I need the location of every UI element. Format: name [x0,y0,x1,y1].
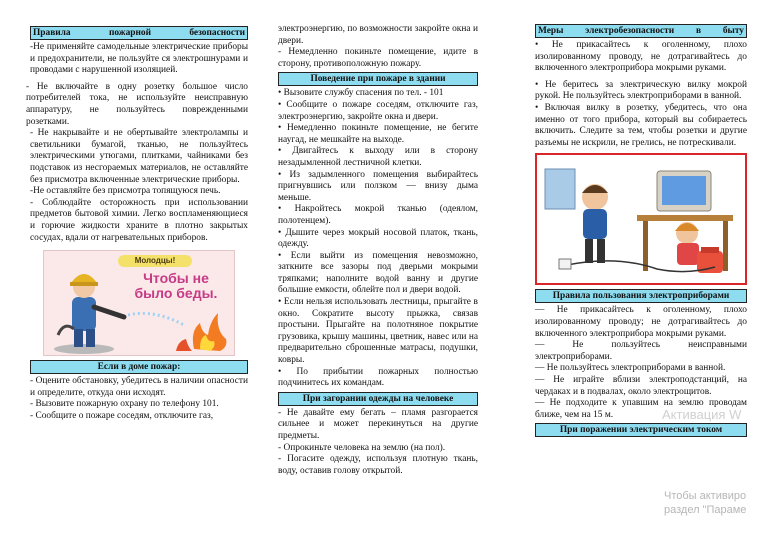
firefighter-illustration [43,250,235,356]
heading-electric-shock: При поражении электрическим током [535,423,747,437]
rule-item: — Не подходите к упавшим на землю проводам ближе, чем на 15 м. [535,398,747,420]
paragraph: - Не давайте ему бегать – пламя разгорается сильнее и может перекинуться на другие предметы. [278,407,478,441]
bullet-item: • Дышите через мокрый носовой платок, ткань, одежду. [278,227,478,250]
heading-if-fire-at-home: Если в доме пожар: [30,360,248,374]
heading-fire-safety-rules: Правила пожарной безопасности [30,26,248,40]
rule-item: — Не пользуйтесь электроприборами в ванной. [535,363,726,374]
bullet-item: • Вызовите службу спасения по тел. - 101 [278,88,444,99]
bullet-item: • Не прикасайтесь к оголенному, плохо изолированному проводу, не дотрагивайтесь до включенного электроприбора мокрыми руками. [535,40,747,74]
paragraph: - Не накрывайте и не обертывайте электролампы и светильники бумагой, тканью, не пользуйтесь электрическими утюгами, плитками, чайниками без подставок из несгораемых материалов, не оставляйте без присмотра включенные электрические приборы. [30,128,248,185]
watermark-line-3: раздел "Параме [664,504,747,516]
bullet-item: • Если нельзя использовать лестницы, прыгайте в окно. Сократите высоту прыжка, связав простыни. Прыгайте на полотняное покрытие грузовика, крышу машины, цветник, навес или на предварительно сброшенные матрасы, подушки, ковры. [278,297,478,366]
paragraph: - Немедленно покиньте помещение, идите в сторону, противоположную пожару. [278,47,478,69]
rule-item: — Не пользуйтесь неисправными электроприборами. [535,340,747,362]
paragraph: - Опрокиньте человека на землю (на пол). [278,442,446,453]
children-drawing [537,155,745,283]
paragraph: -Не применяйте самодельные электрические приборы и предохранители, не пользуйте ся электрошнурами и проводами с нарушенной изоляцией. [30,42,248,76]
rule-item: — Не прикасайтесь к оголенному, плохо изолированному проводу; не дотрагивайтесь до включенного электроприбора мокрыми руками. [535,305,747,339]
paragraph: - Погасите одежду, используя плотную ткань, воду, оставив голову открытой. [278,454,478,476]
bullet-item: • Включая вилку в розетку, убедитесь, что она именно от того прибора, который вы собираетесь включить. Следите за тем, чтобы розетки и другие разъемы не искрили, не грелись, не потрескивали. [535,102,747,148]
column-1 [26,24,248,422]
column-3 [535,24,747,439]
bullet-item: • Если выйти из помещения невозможно, заткните все зазоры под дверьми мокрыми тряпками; наполните водой ванну и другие большие емкости, облейте пол и двери водой. [278,250,478,296]
paragraph: электроэнергию, по возможности закройте окна и двери. [278,24,478,46]
heading-electrical-safety: Меры электробезопасности в быту [535,24,747,38]
column-2 [278,24,478,477]
heading-appliance-rules: Правила пользования электроприборами [535,289,747,303]
children-electrical-illustration [535,153,747,285]
paragraph: - Соблюдайте осторожность при использовании предметов бытовой химии. Легко воспламеняющиеся и горючие жидкости храните в плотно закрытых сосудах, вдали от нагревательных приборов. [30,197,248,243]
heading-clothes-on-fire: При загорании одежды на человеке [278,392,478,406]
bullet-item: • Накройтесь мокрой тканью (одеялом, полотенцем). [278,204,478,226]
paragraph: - Не включайте в одну розетку большое число потребителей тока, не используйте неисправную аппаратуру, не пользуйтесь поврежденными розетками. [26,81,248,127]
paragraph: - Вызовите пожарную охрану по телефону 101. [30,399,219,410]
image-caption: Чтобы не было беды. [134,270,218,302]
paragraph: - Сообщите о пожаре соседям, отключите газ, [30,410,214,421]
paragraph: - Оцените обстановку, убедитесь в наличии опасности и определите, откуда они исходят. [30,376,248,398]
rule-item: — Не играйте вблизи электроподстанций, на чердаках и в подвалах, около электрощитов. [535,374,747,397]
watermark-line-1: Активация W [662,407,742,422]
paragraph: -Не оставляйте без присмотра топящуюся печь. [30,186,221,197]
bullet-item: • Из задымленного помещения выбирайтесь пригнувшись или ползком — внизу дыма меньше. [278,169,478,203]
bullet-item: • Не беритесь за электрическую вилку мокрой рукой. Не пользуйтесь электроприборами в ванной. [535,79,747,102]
bullet-item: • Двигайтесь к выходу или в сторону незадымленной лестничной клетки. [278,146,478,168]
image-banner: Молодцы! [118,255,192,267]
watermark-line-2: Чтобы активиро [664,490,747,502]
bullet-item: • Немедленно покиньте помещение, не бегите наугад, не мешкайте на выходе. [278,123,478,145]
bullet-item: • Сообщите о пожаре соседям, отключите газ, электроэнергию, закройте окна и двери. [278,99,478,122]
bullet-item: • По прибытии пожарных полностью подчинитесь их командам. [278,366,478,389]
heading-behavior-in-building: Поведение при пожаре в здании [278,72,478,86]
